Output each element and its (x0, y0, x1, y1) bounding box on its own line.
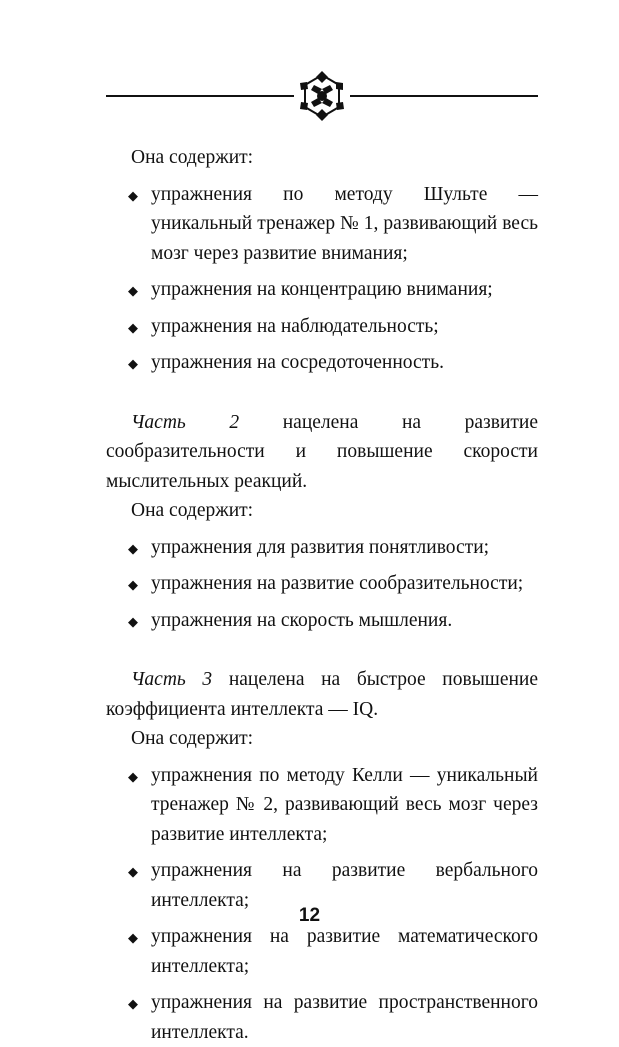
rule-line-right (350, 95, 538, 97)
page-number: 12 (0, 905, 619, 927)
part-3-label: Часть 3 (131, 669, 212, 690)
diamond-bullet-icon: ◆ (128, 607, 138, 637)
list-item: ◆ упражнения на наблюдательность; (106, 312, 538, 342)
list-item: ◆ упражнения на скорость мышления. (106, 606, 538, 636)
list-item: ◆ упражнения на развитие пространственного интеллекта. (106, 988, 538, 1047)
section-3-intro: Она содержит: (106, 724, 538, 754)
rule-line-left (106, 95, 294, 97)
list-item: ◆ упражнения на развитие математического интеллекта; (106, 922, 538, 981)
diamond-bullet-icon: ◆ (128, 762, 138, 792)
section-1-list (106, 180, 538, 378)
section-1-intro: Она содержит: (106, 143, 538, 173)
list-item: ◆ упражнения по методу Келли — уникальный тренажер № 2, развивающий весь мозг через развитие интеллекта; (106, 761, 538, 850)
diamond-bullet-icon: ◆ (128, 349, 138, 379)
section-2-description: Часть 2 нацелена на развитие сообразительности и повышение скорости мыслительных реакций. (106, 408, 538, 497)
diamond-bullet-icon: ◆ (128, 923, 138, 953)
list-item: ◆ упражнения на развитие вербального интеллекта; (106, 856, 538, 915)
section-2-intro: Она содержит: (106, 496, 538, 526)
list-item: ◆ упражнения для развития понятливости; (106, 533, 538, 563)
diamond-bullet-icon: ◆ (128, 181, 138, 211)
hexagon-flower-ornament-icon (294, 69, 350, 123)
section-3-description: Часть 3 нацелена на быстрое повышение коэффициента интеллекта — IQ. (106, 665, 538, 724)
diamond-bullet-icon: ◆ (128, 989, 138, 1019)
diamond-bullet-icon: ◆ (128, 313, 138, 343)
section-2-list (106, 533, 538, 636)
list-item: ◆ упражнения на развитие сообразительности; (106, 569, 538, 599)
header-ornament-rule (106, 69, 538, 123)
diamond-bullet-icon: ◆ (128, 857, 138, 887)
list-item: ◆ упражнения по методу Шульте — уникальный тренажер № 1, развивающий весь мозг через развитие внимания; (106, 180, 538, 269)
diamond-bullet-icon: ◆ (128, 534, 138, 564)
list-item: ◆ упражнения на концентрацию внимания; (106, 275, 538, 305)
part-2-label: Часть 2 (131, 412, 239, 433)
diamond-bullet-icon: ◆ (128, 276, 138, 306)
diamond-bullet-icon: ◆ (128, 570, 138, 600)
section-3-list (106, 761, 538, 1047)
list-item: ◆ упражнения на сосредоточенность. (106, 348, 538, 378)
